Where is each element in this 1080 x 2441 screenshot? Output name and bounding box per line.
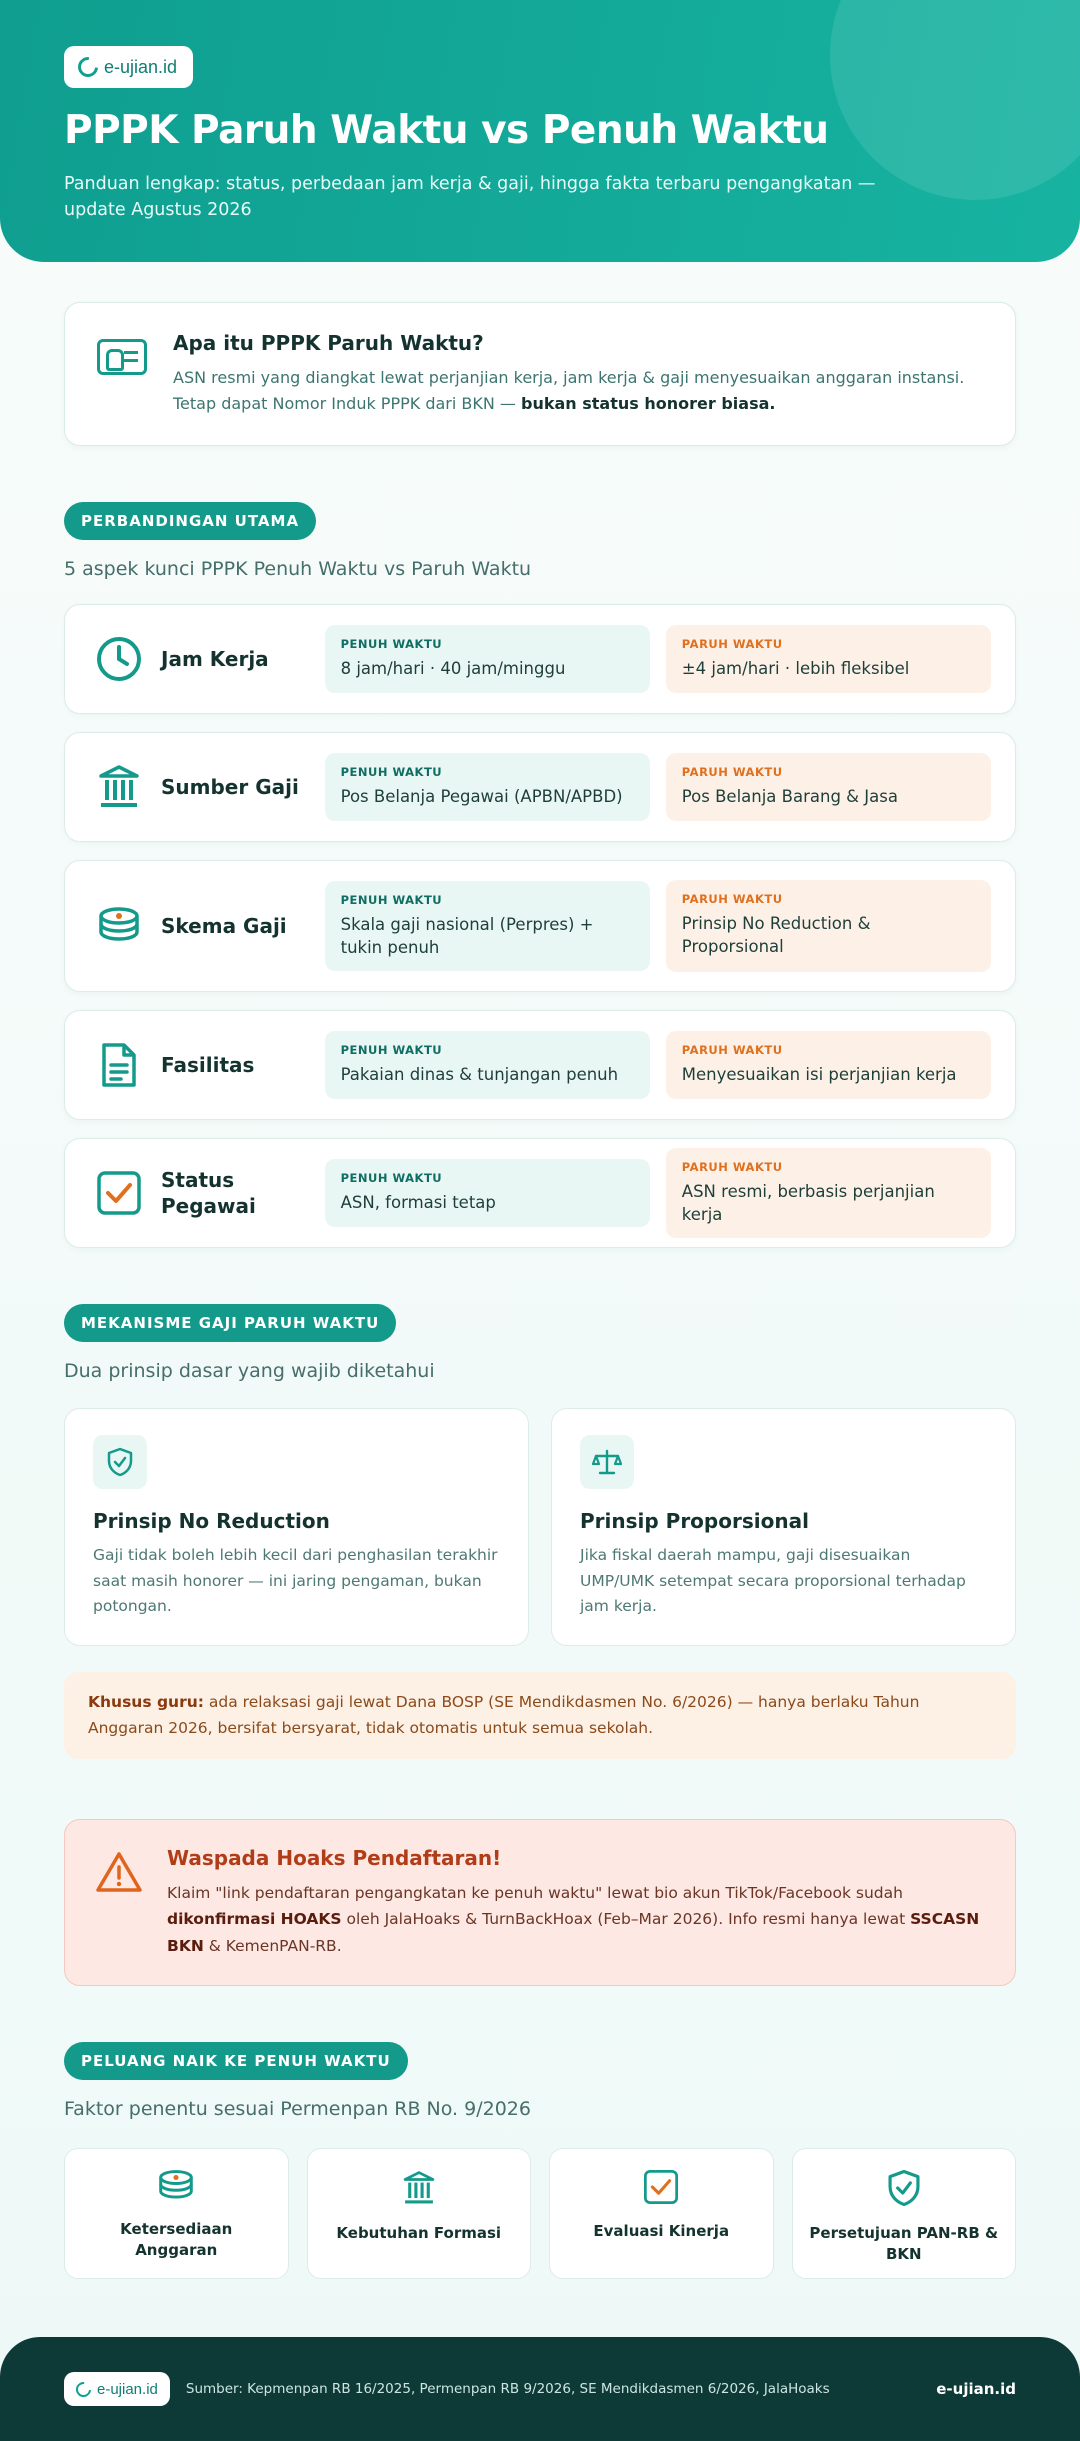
coins-icon (91, 898, 147, 954)
principle-proporsional (551, 1408, 1016, 1646)
full-time-value: Skala gaji nasional (Perpres) + tukin penuh (340, 914, 594, 957)
full-time-value: Pos Belanja Pegawai (APBN/APBD) (340, 787, 623, 807)
row-label: Sumber Gaji (161, 775, 299, 799)
id-card-icon (97, 339, 147, 375)
shield-check-icon (93, 1435, 147, 1489)
footer-logo[interactable] (64, 2372, 170, 2406)
row-label: Fasilitas (161, 1053, 255, 1077)
footer-source: Sumber: Kepmenpan RB 16/2025, Permenpan RB 9/2026, SE Mendikdasmen 6/2026, JalaHoaks (185, 2381, 830, 2397)
comparison-section (64, 502, 1016, 1248)
factor-card (64, 2148, 289, 2279)
intro-title: Apa itu PPPK Paruh Waktu? (173, 331, 484, 355)
comparison-row-status-pegawai (64, 1138, 1016, 1248)
factor-label: Ketersediaan Anggaran (120, 2220, 233, 2260)
part-time-value: Menyesuaikan isi perjanjian kerja (681, 1065, 957, 1085)
footer (0, 2337, 1080, 2441)
note-text: ada relaksasi gaji lewat Dana BOSP (SE Mendikdasmen No. 6/2026) — hanya berlaku Tahun Anggaran 2026, bersifat bersyarat, tidak otomatis untuk semua sekolah. (88, 1693, 920, 1737)
checkbox-icon (91, 1165, 147, 1221)
factors-section (64, 2042, 1016, 2279)
teacher-note (64, 1672, 1016, 1759)
part-time-box (666, 1148, 991, 1238)
coins-icon (157, 2169, 195, 2207)
full-time-box (325, 881, 650, 971)
part-time-value: ASN resmi, berbasis perjanjian kerja (681, 1181, 935, 1224)
part-time-tag: PARUH WAKTU (681, 637, 783, 652)
part-time-box (666, 1031, 991, 1098)
intro-card (64, 302, 1016, 446)
part-time-value: Prinsip No Reduction & Proporsional (681, 914, 871, 957)
full-time-tag: PENUH WAKTU (340, 765, 443, 780)
mechanism-badge: MEKANISME GAJI PARUH WAKTU (64, 1304, 396, 1342)
footer-brand[interactable]: e-ujian.id (936, 2380, 1016, 2398)
principles-grid (64, 1408, 1016, 1646)
full-time-tag: PENUH WAKTU (340, 637, 443, 652)
note-bold: Khusus guru: (88, 1693, 204, 1711)
mechanism-section (64, 1304, 1016, 1759)
part-time-tag: PARUH WAKTU (681, 765, 783, 780)
comparison-subtitle: 5 aspek kunci PPPK Penuh Waktu vs Paruh Waktu (64, 558, 532, 580)
warning-text: Klaim "link pendaftaran pengangkatan ke penuh waktu" lewat bio akun TikTok/Facebook sudah dikonfirmasi HOAKS oleh JalaHoaks & TurnBackHoax (Feb–Mar 2026). Info resmi hanya lewat SSCASN BKN & KemenPAN-RB. (167, 1884, 980, 1955)
part-time-tag: PARUH WAKTU (681, 892, 783, 906)
factors-subtitle: Faktor penentu sesuai Permenpan RB No. 9/2026 (64, 2098, 531, 2121)
comparison-row-jam-kerja (64, 604, 1016, 714)
factors-grid (64, 2148, 1016, 2279)
page-title: PPPK Paruh Waktu vs Penuh Waktu (64, 108, 829, 153)
full-time-value: ASN, formasi tetap (340, 1193, 496, 1213)
shield-check-icon (887, 2169, 921, 2211)
factors-badge: PELUANG NAIK KE PENUH WAKTU (64, 2042, 408, 2080)
page-subtitle: Panduan lengkap: status, perbedaan jam kerja & gaji, hingga fakta terbaru pengangkatan — update Agustus 2026 (64, 173, 876, 221)
principle-title: Prinsip Proporsional (580, 1509, 809, 1533)
row-label: Jam Kerja (161, 647, 269, 671)
logo-icon (74, 53, 102, 81)
mechanism-subtitle: Dua prinsip dasar yang wajib diketahui (64, 1360, 435, 1382)
factor-card (792, 2148, 1017, 2279)
factor-label: Kebutuhan Formasi (336, 2224, 502, 2243)
comparison-badge: PERBANDINGAN UTAMA (64, 502, 316, 540)
full-time-tag: PENUH WAKTU (340, 1171, 443, 1186)
part-time-box (666, 753, 991, 820)
comparison-row-fasilitas (64, 1010, 1016, 1120)
part-time-tag: PARUH WAKTU (681, 1159, 783, 1174)
warning-icon (95, 1850, 143, 1959)
factor-label: Persetujuan PAN-RB & BKN (809, 2224, 999, 2264)
part-time-tag: PARUH WAKTU (681, 1043, 783, 1058)
bank-icon (91, 759, 147, 815)
logo[interactable] (64, 46, 193, 88)
part-time-box (666, 625, 991, 692)
principle-text: Jika fiskal daerah mampu, gaji disesuaikan UMP/UMK setempat secara proporsional terhadap jam kerja. (580, 1546, 966, 1616)
principle-title: Prinsip No Reduction (93, 1509, 330, 1533)
logo-text: e-ujian.id (104, 56, 178, 77)
warning-title: Waspada Hoaks Pendaftaran! (167, 1846, 502, 1871)
full-time-value: 8 jam/hari · 40 jam/minggu (340, 659, 566, 679)
comparison-row-skema-gaji (64, 860, 1016, 992)
logo-icon (73, 2378, 94, 2399)
document-icon (91, 1037, 147, 1093)
footer-logo-text: e-ujian.id (97, 2380, 158, 2398)
checkbox-icon (643, 2169, 679, 2209)
intro-text: ASN resmi yang diangkat lewat perjanjian kerja, jam kerja & gaji menyesuaikan anggaran instansi. Tetap dapat Nomor Induk PPPK dari BKN — bukan status honorer biasa. (173, 368, 965, 413)
factor-card (307, 2148, 532, 2279)
principle-text: Gaji tidak boleh lebih kecil dari penghasilan terakhir saat masih honorer — ini jaring pengaman, bukan potongan. (93, 1546, 498, 1616)
hero-header (0, 0, 1080, 262)
principle-no-reduction (64, 1408, 529, 1646)
warning-bold-sscasn: SSCASN BKN (167, 1910, 980, 1955)
comparison-row-sumber-gaji (64, 732, 1016, 842)
full-time-value: Pakaian dinas & tunjangan penuh (340, 1065, 619, 1085)
hoax-warning-card (64, 1819, 1016, 1986)
bank-icon (402, 2169, 436, 2211)
row-label: Skema Gaji (161, 914, 287, 938)
part-time-value: ±4 jam/hari · lebih fleksibel (681, 659, 910, 679)
warning-bold-hoaks: dikonfirmasi HOAKS (167, 1910, 342, 1929)
row-label: Status Pegawai (161, 1168, 256, 1218)
full-time-box (325, 753, 650, 820)
full-time-tag: PENUH WAKTU (340, 1043, 443, 1058)
factor-card (549, 2148, 774, 2279)
full-time-box (325, 1031, 650, 1098)
scale-icon (580, 1435, 634, 1489)
full-time-tag: PENUH WAKTU (340, 892, 443, 907)
full-time-box (325, 625, 650, 692)
intro-text-bold: bukan status honorer biasa. (521, 393, 776, 413)
clock-icon (91, 631, 147, 687)
part-time-value: Pos Belanja Barang & Jasa (681, 787, 898, 807)
full-time-box (325, 1159, 650, 1226)
part-time-box (666, 880, 991, 972)
factor-label: Evaluasi Kinerja (593, 2222, 730, 2241)
